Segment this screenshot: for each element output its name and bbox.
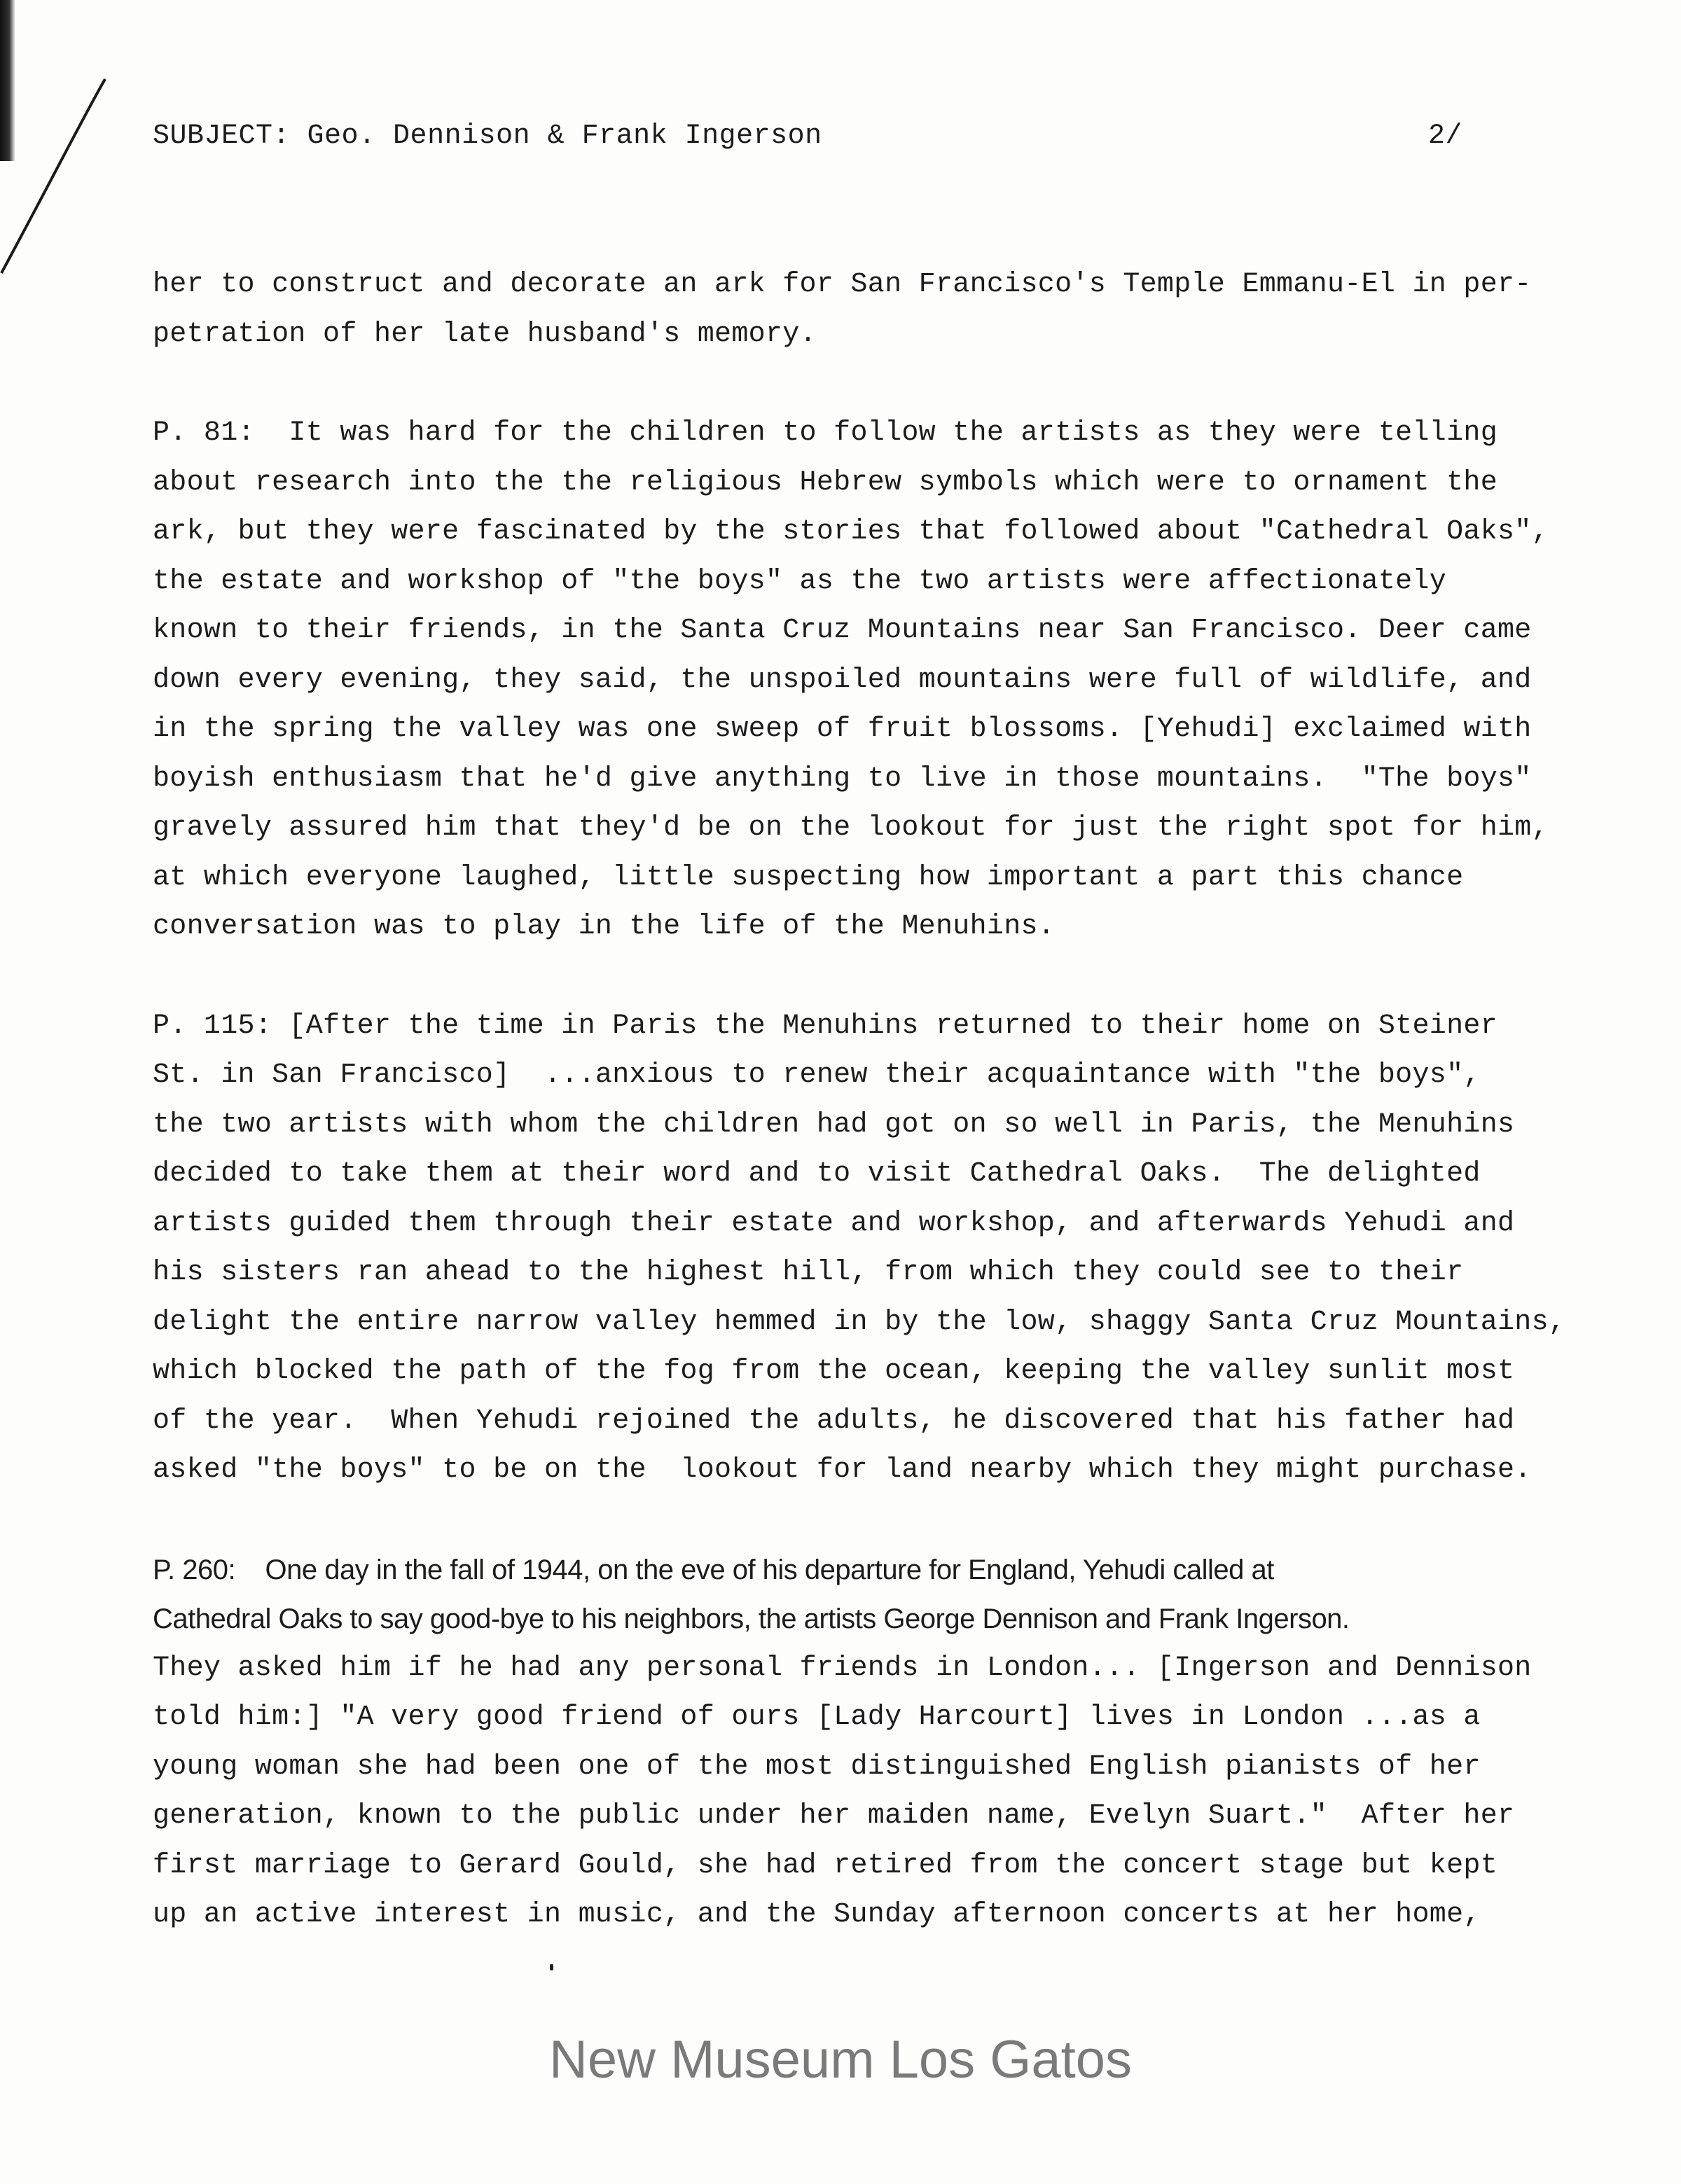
paragraph-p260	[153, 1545, 1532, 1940]
text-line: generation, known to the public under her maiden name, Evelyn Suart." After her	[153, 1800, 1515, 1832]
text-line: artists guided them through their estate and workshop, and afterwards Yehudi and	[153, 1207, 1515, 1239]
paragraph-p81	[153, 409, 1549, 952]
text-line: her to construct and decorate an ark for San Francisco's Temple Emmanu-El in per-	[153, 269, 1532, 300]
paragraph-continuation	[153, 260, 1532, 359]
text-line: P. 81: It was hard for the children to follow the artists as they were telling	[153, 417, 1498, 449]
text-line: asked "the boys" to be on the lookout for land nearby which they might purchase.	[153, 1454, 1532, 1486]
text-line: conversation was to play in the life of the Menuhins.	[153, 911, 1056, 943]
document-header	[153, 120, 1462, 162]
text-line: the estate and workshop of "the boys" as the two artists were affectionately	[153, 565, 1447, 597]
text-line: in the spring the valley was one sweep of fruit blossoms. [Yehudi] exclaimed with	[153, 714, 1532, 745]
text-line: of the year. When Yehudi rejoined the adults, he discovered that his father had	[153, 1405, 1515, 1437]
subject-line: SUBJECT: Geo. Dennison & Frank Ingerson	[153, 120, 822, 152]
text-line: decided to take them at their word and to visit Cathedral Oaks. The delighted	[153, 1158, 1481, 1190]
text-line: boyish enthusiasm that he'd give anything to live in those mountains. "The boys"	[153, 763, 1532, 795]
text-line: first marriage to Gerard Gould, she had retired from the concert stage but kept	[153, 1849, 1498, 1882]
scan-scratch-mark	[0, 74, 112, 284]
text-line: up an active interest in music, and the Sunday afternoon concerts at her home,	[153, 1899, 1481, 1931]
scan-speck	[550, 1964, 553, 1970]
text-line: P. 260: One day in the fall of 1944, on the eve of his departure for England, Yehudi called at	[153, 1554, 1274, 1585]
text-line: which blocked the path of the fog from the ocean, keeping the valley sunlit most	[153, 1356, 1515, 1387]
text-line: down every evening, they said, the unspoiled mountains were full of wildlife, and	[153, 664, 1532, 696]
paragraph-p115	[153, 1002, 1566, 1496]
page-number: 2/	[1427, 120, 1462, 152]
text-line: gravely assured him that they'd be on the lookout for just the right spot for him,	[153, 812, 1549, 844]
text-line: told him:] "A very good friend of ours [Lady Harcourt] lives in London ...as a	[153, 1702, 1481, 1733]
text-line: Cathedral Oaks to say good-bye to his neighbors, the artists George Dennison and Frank Ingerson.	[153, 1604, 1350, 1634]
text-line: They asked him if he had any personal friends in London... [Ingerson and Dennison	[153, 1652, 1532, 1684]
museum-watermark: New Museum Los Gatos	[548, 2030, 1133, 2089]
text-line: the two artists with whom the children had got on so well in Paris, the Menuhins	[153, 1108, 1515, 1141]
text-line: petration of her late husband's memory.	[153, 318, 817, 350]
text-line: delight the entire narrow valley hemmed in by the low, shaggy Santa Cruz Mountains,	[153, 1306, 1566, 1338]
text-line: his sisters ran ahead to the highest hill, from which they could see to their	[153, 1257, 1464, 1288]
text-line: St. in San Francisco] ...anxious to renew their acquaintance with "the boys",	[153, 1059, 1481, 1091]
text-line: ark, but they were fascinated by the stories that followed about "Cathedral Oaks",	[153, 516, 1549, 548]
text-line: P. 115: [After the time in Paris the Menuhins returned to their home on Steiner	[153, 1010, 1498, 1042]
text-line: at which everyone laughed, little suspecting how important a part this chance	[153, 861, 1464, 893]
document-body	[153, 260, 1566, 1990]
text-line: about research into the the religious Hebrew symbols which were to ornament the	[153, 466, 1498, 499]
text-line: known to their friends, in the Santa Cruz Mountains near San Francisco. Deer came	[153, 615, 1532, 646]
text-line: young woman she had been one of the most distinguished English pianists of her	[153, 1751, 1481, 1783]
